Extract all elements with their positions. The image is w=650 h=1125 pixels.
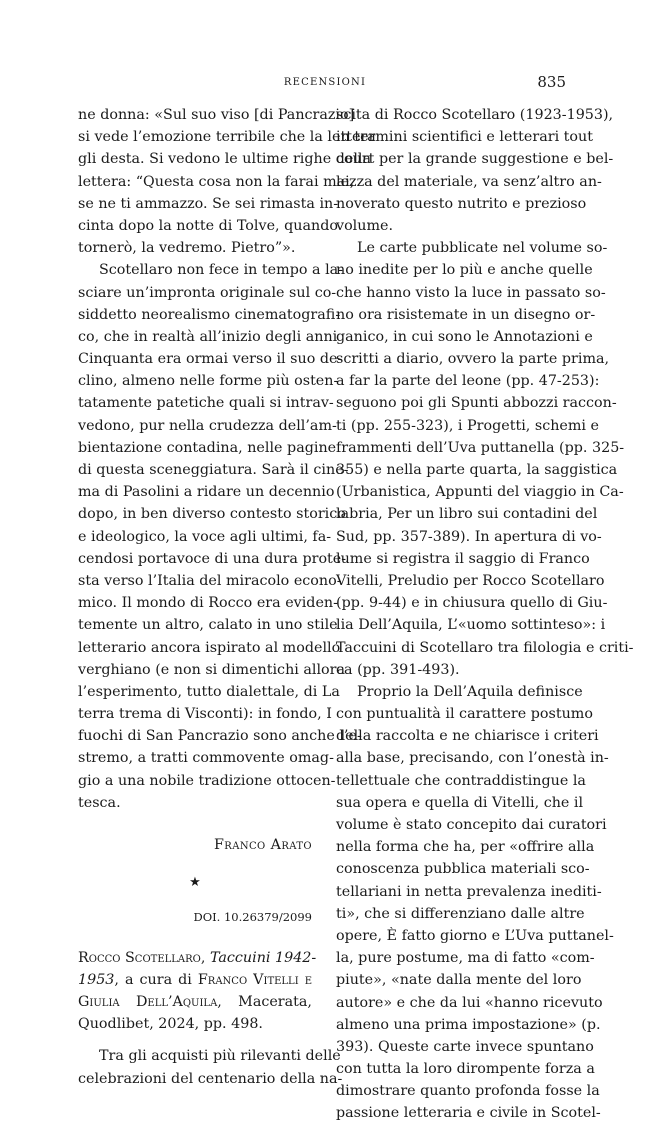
paragraph (78, 1045, 343, 1089)
text-line: celebrazioni del centenario della na- (78, 1070, 343, 1087)
text-line: seguono poi gli Spunti abbozzi raccon- (336, 395, 617, 412)
text-line: autore» e che da lui «hanno ricevuto (336, 994, 603, 1011)
text-line: lettera: “Questa cosa non la farai mai, (78, 173, 355, 190)
text-line: almeno una prima impostazione» (p. (336, 1016, 601, 1033)
text-line: volume. (336, 217, 394, 234)
text-line: cendosi portavoce di una dura prote- (78, 550, 347, 567)
text-line: l’esperimento, tutto dialettale, di La (78, 683, 340, 700)
text-line: tornerò, la vedremo. Pietro”». (78, 240, 296, 257)
text-line: con puntualità il carattere postumo (336, 706, 593, 723)
text-line: se ne ti ammazzo. Se sei rimasta in- (78, 195, 339, 212)
text-line: tesca. (78, 794, 121, 811)
text-line: scita di Rocco Scotellaro (1923-1953), (336, 107, 614, 123)
text-line: fuochi di San Pancrazio sono anche l’e- (78, 728, 362, 745)
text-line: letterario ancora ispirato al modello (78, 639, 341, 656)
text-line: tatamente patetiche quali si intrav- (78, 395, 334, 412)
text-line: scritti a diario, ovvero la parte prima, (336, 351, 610, 368)
text-line: frammenti dell’Uva puttanella (pp. 325- (336, 439, 625, 456)
text-line: 355) e nella parte quarta, la saggistica (336, 462, 618, 478)
text-line: (Urbanistica, Appunti del viaggio in Ca- (336, 484, 624, 501)
text-line: court per la grande suggestione e bel- (336, 151, 614, 168)
text-line: cinta dopo la notte di Tolve, quando (78, 217, 338, 234)
text-line: noverato questo nutrito e prezioso (336, 195, 587, 212)
text-line: in termini scientifici e letterari tout (336, 129, 593, 146)
text-line: passione letteraria e civile in Scotel- (336, 1105, 601, 1122)
bib-line: Rocco Scotellaro, Taccuini 1942- (78, 949, 317, 966)
text-line: 393). Queste carte invece spuntano (336, 1038, 594, 1055)
text-line: la, pure postume, ma di fatto «com- (336, 950, 595, 967)
text-line: ne donna: «Sul suo viso [di Pancrazio] (78, 107, 355, 123)
text-line: no inedite per lo più e anche quelle (336, 262, 593, 279)
text-line: dopo, in ben diverso contesto storico (78, 506, 346, 523)
paragraph-continuation (336, 104, 614, 237)
text-line: Sud, pp. 357-389). In apertura di vo- (336, 528, 602, 545)
text-line: verghiano (e non si dimentichi allora (78, 661, 346, 678)
running-title: RECENSIONI (283, 77, 367, 88)
text-line: terra trema di Visconti): in fondo, I (78, 706, 332, 723)
text-line: sta verso l’Italia del miracolo econo- (78, 572, 342, 589)
text-line: ca (pp. 391-493). (336, 661, 460, 678)
bib-editor: Giulia Dell’Aquila (78, 993, 218, 1010)
bib-title-year: 1953 (78, 971, 115, 988)
bib-line: Quodlibet, 2024, pp. 498. (78, 1016, 263, 1033)
bib-line: Giulia Dell’Aquila, Macerata, (78, 993, 312, 1010)
text-line: Proprio la Dell’Aquila definisce (357, 683, 583, 700)
text-line: Vitelli, Preludio per Rocco Scotellaro (336, 572, 605, 589)
text-line: siddetto neorealismo cinematografi- (78, 306, 341, 323)
text-line: bientazione contadina, nelle pagine (78, 439, 337, 456)
text-line: no ora risistemate in un disegno or- (336, 306, 596, 323)
text-line: sciare un’impronta originale sul co- (78, 284, 337, 301)
text-line: stremo, a tratti commovente omag- (78, 750, 334, 767)
text-line: ti (pp. 255-323), i Progetti, schemi e (336, 417, 599, 434)
text-line: e ideologico, la voce agli ultimi, fa- (78, 528, 332, 545)
bib-author: Rocco Scotellaro (78, 949, 201, 966)
text-line: tellariani in netta prevalenza inediti- (336, 883, 602, 900)
bib-editor: Franco Vitelli (197, 971, 299, 988)
text-line: mico. Il mondo di Rocco era eviden- (78, 595, 338, 612)
page-number: 835 (537, 73, 566, 91)
text-line: a far la parte del leone (pp. 47-253): (336, 373, 600, 390)
text-line: nella forma che ha, per «offrire alla (336, 839, 595, 856)
paragraph (336, 237, 634, 681)
text-line: si vede l’emozione terribile che la lettera (78, 129, 376, 146)
text-line: volume è stato concepito dai curatori (336, 817, 607, 833)
text-line: sua opera e quella di Vitelli, che il (336, 794, 584, 811)
text-line: alla base, precisando, con l’onestà in- (336, 750, 609, 767)
text-line: gio a una nobile tradizione ottocen- (78, 772, 336, 789)
right-column (336, 104, 634, 1125)
text-line: labria, Per un libro sui contadini del (336, 506, 598, 523)
text-line: Cinquanta era ormai verso il suo de- (78, 351, 343, 368)
paragraph (78, 259, 362, 814)
doi: DOI. 10.26379/2099 (193, 910, 312, 925)
text-line: piute», «nate dalla mente del loro (336, 972, 582, 989)
text-line: co, che in realtà all’inizio degli anni (78, 328, 338, 345)
running-head (0, 75, 650, 95)
text-line: tellettuale che contraddistingue la (336, 772, 586, 789)
text-line: con tutta la loro dirompente forza a (336, 1061, 595, 1078)
text-line: di questa sceneggiatura. Sarà il cine- (78, 462, 349, 478)
text-line: che hanno visto la luce in passato so- (336, 284, 606, 301)
bib-title: Taccuini 1942- (209, 949, 317, 966)
text-line: vedono, pur nella crudezza dell’am- (78, 417, 337, 434)
text-line: dimostrare quanto profonda fosse la (336, 1083, 600, 1100)
star-separator-icon: ★ (189, 875, 201, 891)
text-line: temente un altro, calato in uno stile (78, 617, 338, 634)
text-line: ti», che si differenziano dalle altre (336, 905, 585, 922)
text-line: lume si registra il saggio di Franco (336, 550, 590, 567)
text-line: lezza del materiale, va senz’altro an- (336, 173, 602, 190)
bibliographic-entry (78, 947, 317, 1036)
text-line: Taccuini di Scotellaro tra filologia e criti- (336, 639, 634, 656)
text-line: opere, È fatto giorno e L’Uva puttanel- (336, 927, 614, 944)
text-line: conoscenza pubblica materiali sco- (336, 861, 590, 878)
review-signature: Franco Arato (213, 837, 312, 853)
text-line: clino, almeno nelle forme più osten- (78, 373, 339, 390)
paragraph (336, 681, 614, 1125)
text-line: ma di Pasolini a ridare un decennio (78, 484, 335, 501)
text-line: gli desta. Si vedono le ultime righe della (78, 151, 372, 168)
text-line: lia Dell’Aquila, L’«uomo sottinteso»: i (336, 617, 606, 634)
text-line: della raccolta e ne chiarisce i criteri (336, 728, 599, 745)
text-line: ganico, in cui sono le Annotazioni e (336, 328, 593, 345)
text-line: Scotellaro non fece in tempo a la- (99, 262, 343, 279)
text-line: (pp. 9-44) e in chiusura quello di Giu- (336, 595, 608, 612)
text-line: Tra gli acquisti più rilevanti delle (99, 1048, 341, 1065)
text-line: Le carte pubblicate nel volume so- (357, 240, 608, 257)
bib-line: 1953, a cura di Franco Vitelli e (78, 971, 312, 988)
